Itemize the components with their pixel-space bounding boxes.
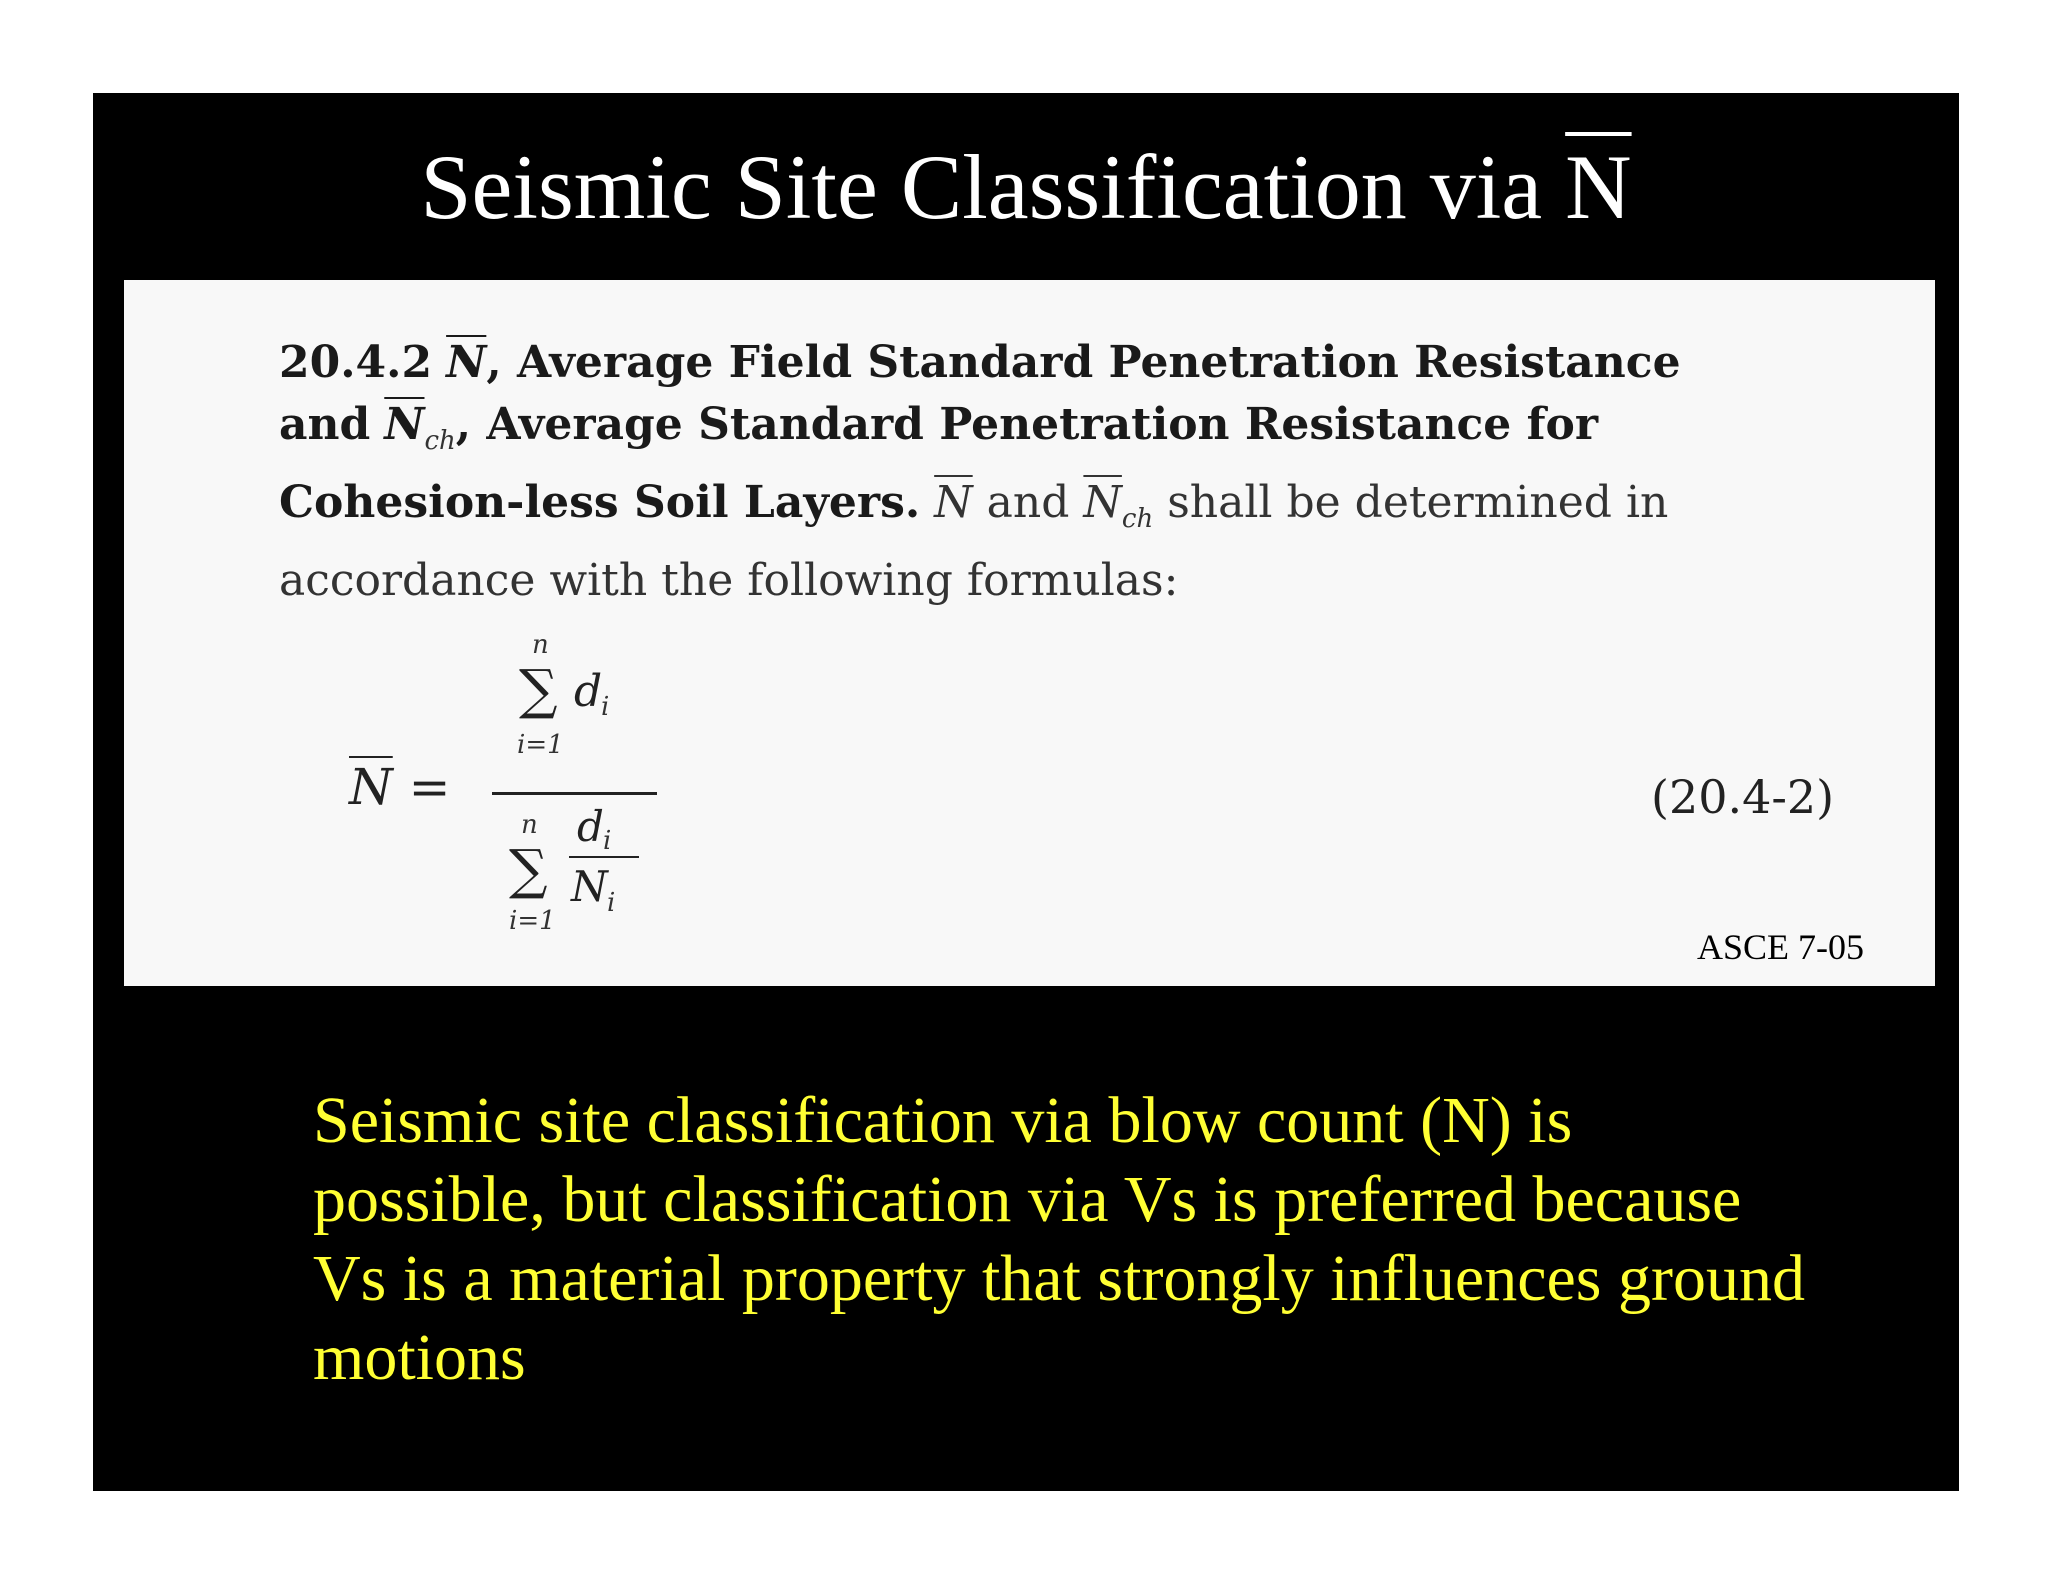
title-n-bar-symbol: $\overline{N}$ <box>1565 136 1632 238</box>
source-label: ASCE 7-05 <box>1697 927 1865 967</box>
formula-lhs: $\overline{N}$ = <box>349 758 451 816</box>
denominator-sum-lower: i=1 <box>509 906 556 936</box>
body-and: and <box>972 476 1084 528</box>
equation-number: (20.4-2) <box>1651 770 1835 824</box>
excerpt-heading <box>279 332 1699 612</box>
numerator-d: d <box>574 666 603 717</box>
body-nch-subscript: ch <box>1121 503 1154 534</box>
slide <box>93 93 1959 1491</box>
inner-fraction-bar <box>569 856 639 858</box>
slide-caption: Seismic site classification via blow count (N) is possible, but classification via Vs is preferred because Vs is a material property that strongly influences ground motions <box>313 1084 1805 1394</box>
heading-part-1: , Average Field Standard Penetration Resistance and <box>279 337 1681 450</box>
denominator-sigma: ∑ <box>509 838 548 901</box>
n-bar-symbol: $\overline{N}$ <box>446 337 487 388</box>
numerator-sum-upper: n <box>532 630 549 660</box>
denominator-N: N <box>571 862 608 911</box>
nch-bar-symbol: $\overline{N}$ <box>384 399 425 450</box>
denominator-d-sub: i <box>603 826 612 856</box>
body-n-bar-symbol: $\overline{N}$ <box>934 476 973 528</box>
numerator-sigma: ∑ <box>519 658 558 721</box>
denominator-sum-upper: n <box>521 810 538 840</box>
section-number: 20.4.2 <box>279 337 433 388</box>
denominator-d: d <box>577 802 604 851</box>
title-text: Seismic Site Classification via <box>420 136 1566 238</box>
numerator-d-sub: i <box>601 692 610 722</box>
fraction-bar <box>492 792 657 795</box>
body-nch-bar-symbol: $\overline{N}$ <box>1083 476 1122 528</box>
denominator-N-sub: i <box>607 888 616 918</box>
slide-title <box>93 135 1959 241</box>
nch-subscript: ch <box>424 425 456 456</box>
numerator-sum-lower: i=1 <box>517 730 564 760</box>
formula-20-4-2 <box>349 630 729 960</box>
heading-part-2: , Average Standard Penetration Resistance for Cohesion-less Soil Layers. <box>279 399 1599 528</box>
standard-excerpt-image <box>124 280 1935 986</box>
body-text: shall be determined in accordance with the following formulas: <box>279 476 1669 606</box>
